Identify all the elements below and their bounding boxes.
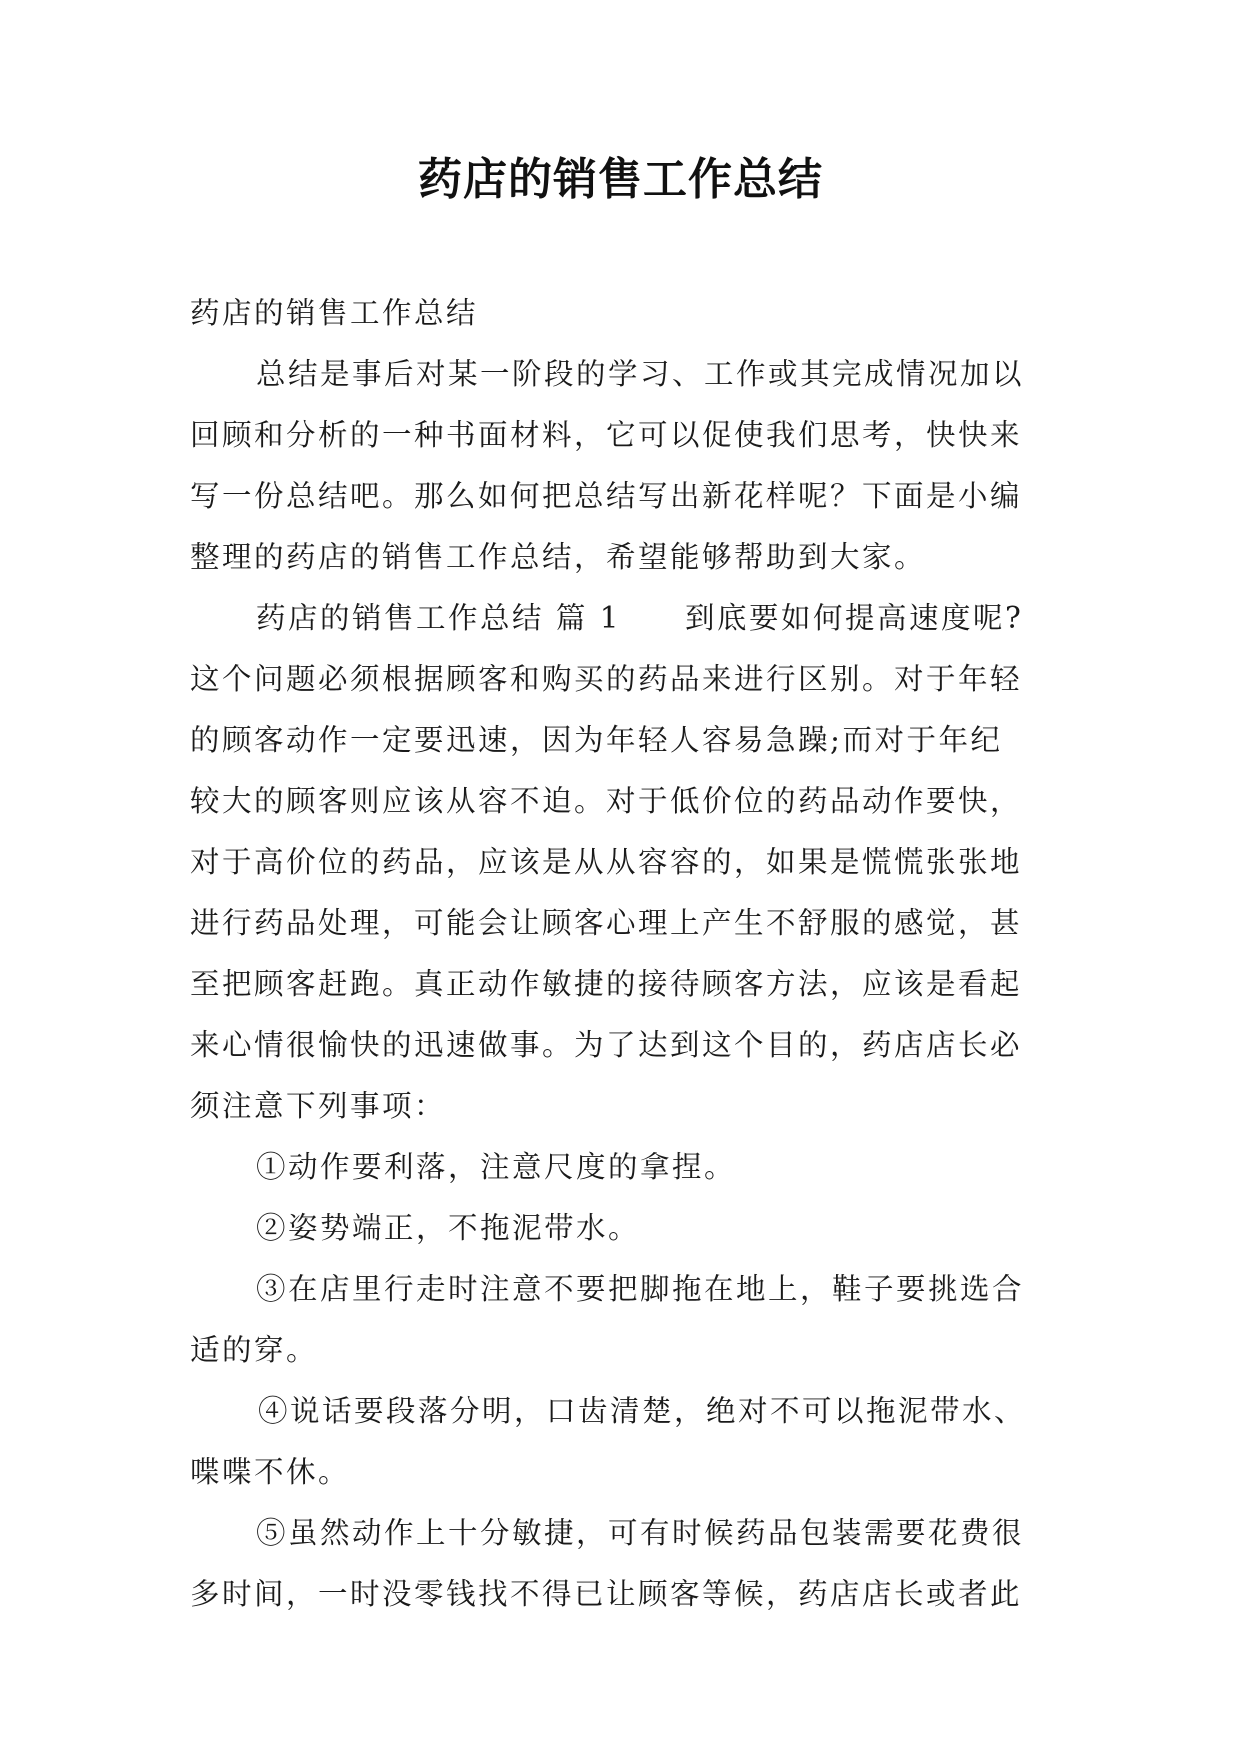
list-item-continuation: 适的穿。: [190, 1333, 319, 1367]
paragraph-line: 进行药品处理，可能会让顾客心理上产生不舒服的感觉，甚: [190, 906, 1023, 940]
paragraph-line: 回顾和分析的一种书面材料，它可以促使我们思考，快快来: [190, 418, 1023, 452]
document-body: [190, 283, 1050, 1625]
paragraph-line: 这个问题必须根据顾客和购买的药品来进行区别。对于年轻: [190, 662, 1023, 696]
list-item-line: ①动作要利落，注意尺度的拿捏。: [256, 1150, 737, 1184]
paragraph-line: 整理的药店的销售工作总结，希望能够帮助到大家。: [190, 540, 927, 574]
document-title: 药店的销售工作总结: [418, 154, 823, 205]
paragraph-line: 较大的顾客则应该从容不迫。对于低价位的药品动作要快，: [190, 784, 1023, 818]
paragraph-line: 写一份总结吧。那么如何把总结写出新花样呢？下面是小编: [190, 479, 1023, 513]
paragraph-line: 来心情很愉快的迅速做事。为了达到这个目的，药店店长必: [190, 1028, 1023, 1062]
section-heading-line: 药店的销售工作总结 篇 1 到底要如何提高速度呢?: [256, 601, 1024, 635]
list-item-continuation: 多时间，一时没零钱找不得已让顾客等候，药店店长或者此: [190, 1577, 1023, 1611]
list-item-line: ③在店里行走时注意不要把脚拖在地上，鞋子要挑选合: [256, 1272, 1025, 1306]
paragraph-line: 至把顾客赶跑。真正动作敏捷的接待顾客方法，应该是看起: [190, 967, 1023, 1001]
paragraph-line: 对于高价位的药品，应该是从从容容的，如果是慌慌张张地: [190, 845, 1023, 879]
paragraph-line: 的顾客动作一定要迅速，因为年轻人容易急躁;而对于年纪: [190, 723, 1003, 757]
paragraph-line: 总结是事后对某一阶段的学习、工作或其完成情况加以: [256, 357, 1025, 391]
list-item-line: ②姿势端正，不拖泥带水。: [256, 1211, 641, 1245]
subtitle-line: 药店的销售工作总结: [190, 296, 479, 330]
list-item-line: ④说话要段落分明，口齿清楚，绝对不可以拖泥带水、: [258, 1394, 1027, 1428]
paragraph-line: 须注意下列事项：: [190, 1089, 447, 1123]
list-item-line: ⑤虽然动作上十分敏捷，可有时候药品包装需要花费很: [256, 1516, 1025, 1550]
list-item-continuation: 喋喋不休。: [190, 1455, 351, 1489]
